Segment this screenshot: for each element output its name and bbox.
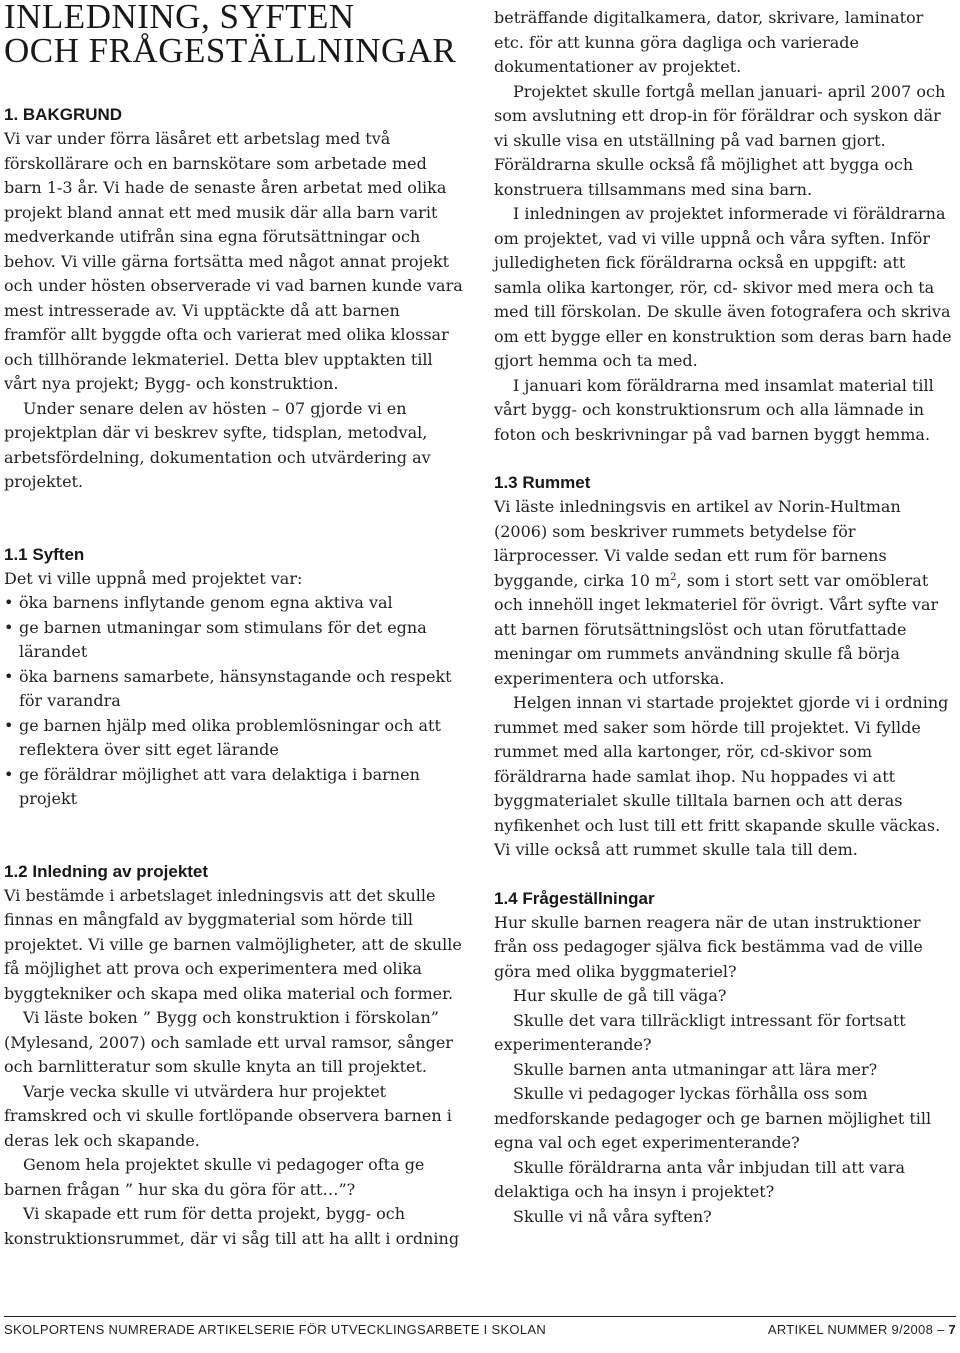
section-syften xyxy=(4,543,466,812)
section-inledning-continued xyxy=(494,0,956,447)
section-rummet xyxy=(494,471,956,863)
footer-article-info xyxy=(768,1322,956,1337)
paragraph-inledning-1: Vi bestämde i arbetslaget inledningsvis att det skulle finnas en mångfald av byggmaterial som hörde till projektet. Vi ville ge barnen valmöjligheter, att de skulle få möjlighet att prova och experimentera med olika byggtekniker och skapa med olika material och former. xyxy=(4,885,462,1003)
footer-article-number: ARTIKEL NUMMER 9/2008 – xyxy=(767,1322,945,1337)
page-footer xyxy=(4,1316,956,1337)
paragraph-rummet-1 xyxy=(494,495,956,691)
heading-syften: 1.1 Syften xyxy=(4,544,85,564)
footer-series-title: SKOLPORTENS NUMRERADE ARTIKELSERIE FÖR UTVECKLINGSARBETE I SKOLAN xyxy=(4,1322,547,1337)
paragraph-rummet-1-part-a: Vi läste inledningsvis en artikel av Norin-Hultman (2006) som beskriver rummets betydelse för lärprocesser. Vi valde sedan ett rum för barnens byggande, cirka 10 m xyxy=(494,497,901,590)
paragraph-inledning-3: Varje vecka skulle vi utvärdera hur projektet framskred och vi skulle fortlöpande observera barnen i deras lek och skapande. xyxy=(4,1081,452,1150)
paragraph-bakgrund-2: Under senare delen av hösten – 07 gjorde vi en projektplan där vi beskrev syfte, tidsplan, metodval, arbetsfördelning, dokumentation och utvärdering av projektet. xyxy=(4,398,431,491)
section-inledning xyxy=(4,860,466,1252)
paragraph-rummet-1-part-b: , som i stort sett var omöblerat och innehöll inget lekmateriel för övrigt. Vårt syfte var att barnen förutsättningslöst och utan förutfattade meningar om rummets användning skulle få börja experimentera och utforska. xyxy=(494,570,939,688)
heading-bakgrund: 1. BAKGRUND xyxy=(4,105,123,124)
paragraph-inledning-9: I januari kom föräldrarna med insamlat material till vårt bygg- och konstruktionsrum och alla lämnade in foton och beskrivningar på vad barnen byggt hemma. xyxy=(494,375,934,444)
list-item: • öka barnens samarbete, hänsynstagande och respekt för varandra xyxy=(4,665,466,714)
heading-inledning: 1.2 Inledning av projektet xyxy=(4,861,209,881)
right-column xyxy=(494,0,956,1229)
paragraph-inledning-4: Genom hela projektet skulle vi pedagoger ofta ge barnen frågan ” hur ska du göra för att…”? xyxy=(4,1155,425,1199)
list-item: • ge barnen utmaningar som stimulans för det egna lärandet xyxy=(4,616,466,665)
paragraph-fragor-4: Skulle barnen anta utmaningar att lära mer? xyxy=(513,1059,878,1079)
heading-fragestallningar: 1.4 Frågeställningar xyxy=(494,888,655,908)
paragraph-fragor-5: Skulle vi pedagoger lyckas förhålla oss som medforskande pedagoger och ge barnen möjlighet till egna val och eget experimenterande? xyxy=(494,1084,932,1152)
page-title-line-2: OCH FRÅGESTÄLLNINGAR xyxy=(4,31,457,70)
left-column xyxy=(4,0,466,1251)
syften-list xyxy=(4,591,466,812)
section-fragestallningar xyxy=(494,887,956,1230)
paragraph-fragor-7: Skulle vi nå våra syften? xyxy=(513,1206,712,1226)
paragraph-fragor-1: Hur skulle barnen reagera när de utan instruktioner från oss pedagoger själva fick bestämma vad de ville göra med olika byggmateriel? xyxy=(494,912,923,981)
list-item: • ge föräldrar möjlighet att vara delaktiga i barnen projekt xyxy=(4,763,466,812)
paragraph-inledning-8: I inledningen av projektet informerade vi föräldrarna om projektet, vad vi ville uppnå och våra syften. Inför julledigheten fick föräldrarna också en uppgift: att samla olika kartonger, rör, cd- skivor med mera och ta med till förskolan. De skulle även fotografera och skriva om ett bygge eller en konstruktion som deras barn hade gjort hemma och ta med. xyxy=(494,204,952,370)
list-item: • öka barnens inflytande genom egna aktiva val xyxy=(4,591,466,616)
page-number: 7 xyxy=(948,1322,956,1337)
heading-rummet: 1.3 Rummet xyxy=(494,473,591,492)
paragraph-syften-intro: Det vi ville uppnå med projektet var: xyxy=(4,568,303,588)
paragraph-inledning-5: Vi skapade ett rum för detta projekt, bygg- och konstruktionsrummet, där vi såg till att ha allt i ordning xyxy=(4,1204,460,1248)
section-bakgrund xyxy=(4,103,466,495)
page-title xyxy=(4,0,466,68)
paragraph-bakgrund-1: Vi var under förra läsåret ett arbetslag med två förskollärare och en barnskötare som arbetade med barn 1-3 år. Vi hade de senaste åren arbetat med olika projekt bland annat ett med musik där alla barn varit medverkande utifrån sina egna förutsättningar och behov. Vi ville gärna fortsätta med något annat projekt och under hösten observerade vi vad barnen kunde vara mest intresserade av. Vi upptäckte då att barnen framför allt byggde ofta och varierat med olika klossar och tillhörande lekmateriel. Detta blev upptakten till vårt nya projekt; Bygg- och konstruktion. xyxy=(4,129,463,393)
paragraph-fragor-2: Hur skulle de gå till väga? xyxy=(513,986,727,1005)
superscript-squared: 2 xyxy=(670,571,677,583)
paragraph-fragor-3: Skulle det vara tillräckligt intressant för fortsatt experimenterande? xyxy=(494,1010,906,1054)
paragraph-rummet-2: Helgen innan vi startade projektet gjorde vi i ordning rummet med saker som hörde till projektet. Vi fyllde rummet med alla kartonger, rör, cd-skivor som föräldrarna hade samlat ihop. Nu hoppades vi att byggmaterialet skulle tilltala barnen och att deras nyfikenhet och lust till ett fritt skapande skulle väckas. Vi ville också att rummet skulle tala till dem. xyxy=(494,693,949,859)
paragraph-inledning-6: beträffande digitalkamera, dator, skrivare, laminator etc. för att kunna göra dagliga och varierade dokumentationer av projektet. xyxy=(494,8,924,76)
page-title-line-1: INLEDNING, SYFTEN xyxy=(4,0,355,36)
paragraph-inledning-2: Vi läste boken ” Bygg och konstruktion i förskolan” (Mylesand, 2007) och samlade ett urval ramsor, sånger och barnlitteratur som skulle knyta an till projektet. xyxy=(4,1008,453,1076)
paragraph-fragor-6: Skulle föräldrarna anta vår inbjudan till att vara delaktiga och ha insyn i projektet? xyxy=(494,1157,906,1201)
paragraph-inledning-7: Projektet skulle fortgå mellan januari- april 2007 och som avslutning ett drop-in för föräldrar och syskon där vi skulle visa en utställning på vad barnen gjort. Föräldrarna skulle också få möjlighet att bygga och konstruera tillsammans med sina barn. xyxy=(494,81,946,199)
list-item: • ge barnen hjälp med olika problemlösningar och att reflektera över sitt eget lärande xyxy=(4,714,466,763)
